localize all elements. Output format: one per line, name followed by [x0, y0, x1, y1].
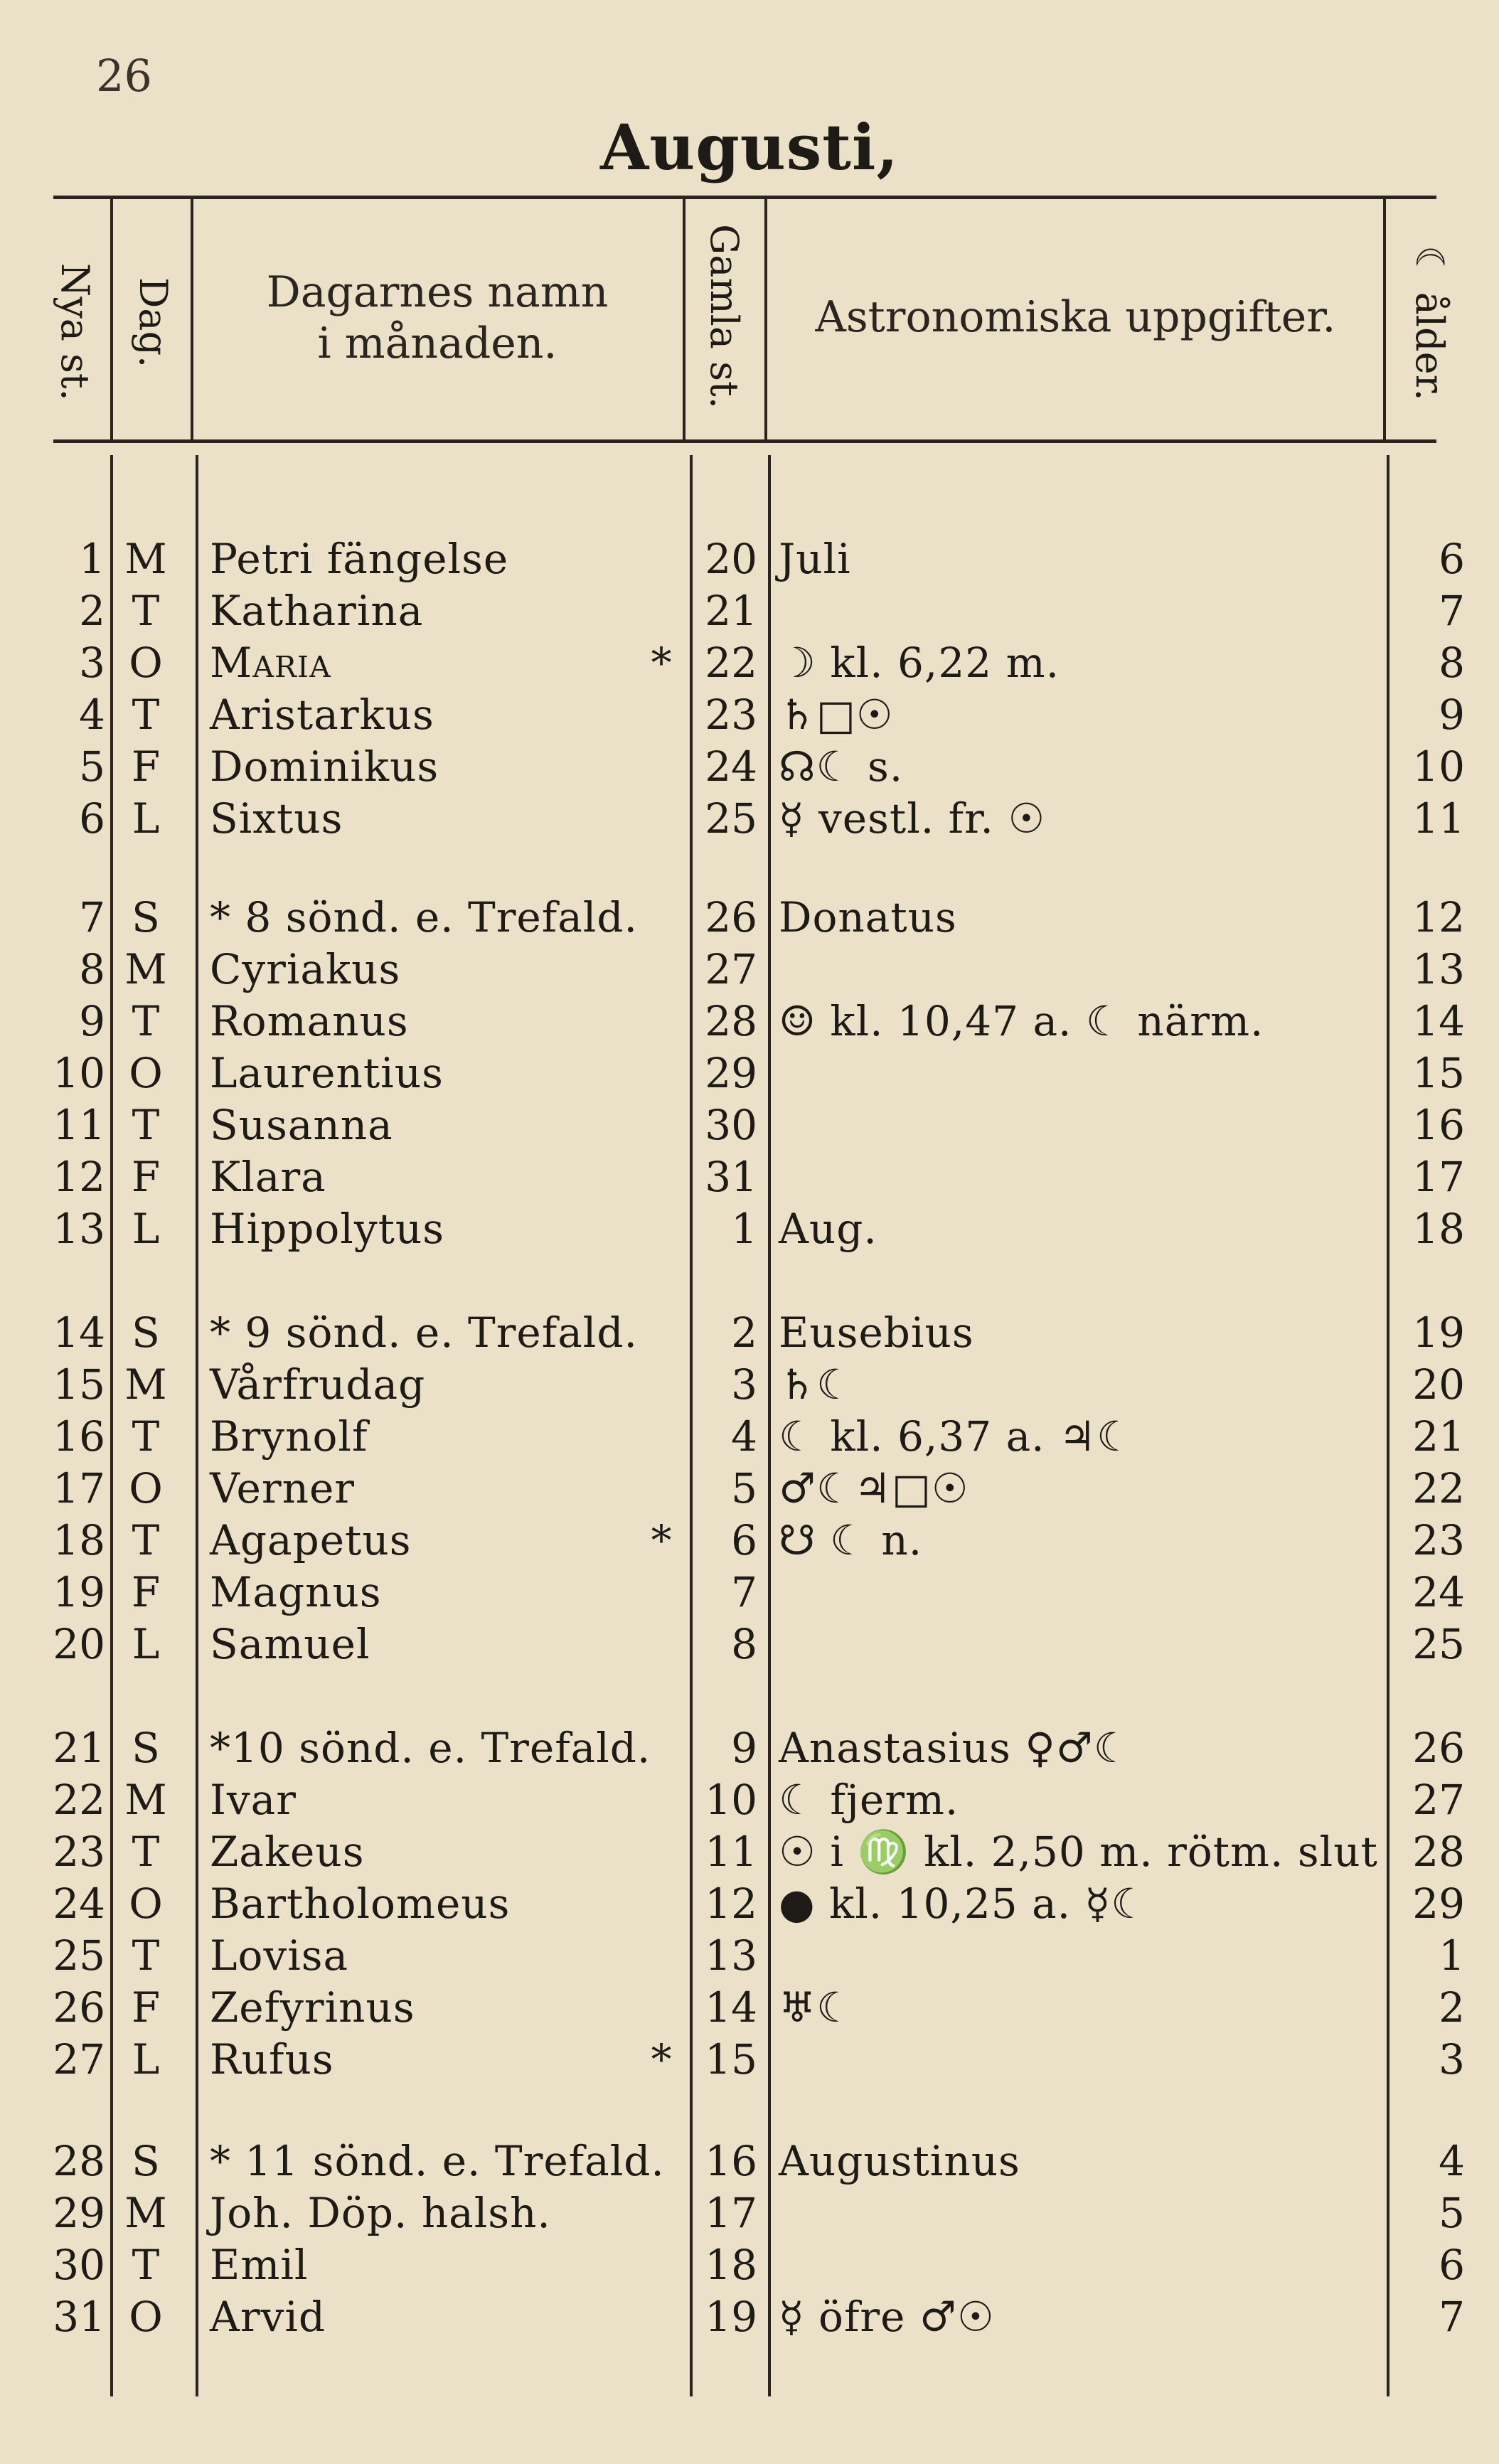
- table-row: [0, 2135, 1499, 2187]
- cell-age: 26: [1412, 1724, 1465, 1772]
- cell-dag: O: [129, 2293, 163, 2341]
- cell-age: 16: [1412, 1101, 1465, 1149]
- cell-age: 9: [1439, 690, 1465, 739]
- table-row: [0, 637, 1499, 689]
- cell-age: 21: [1412, 1412, 1465, 1461]
- cell-ns: 23: [53, 1828, 105, 1876]
- cell-astro: Juli: [779, 535, 851, 583]
- table-row: [0, 1047, 1499, 1099]
- cell-ns: 6: [79, 794, 105, 843]
- header-gamla-st: Gamla st.: [702, 224, 747, 409]
- table-row: [0, 2239, 1499, 2291]
- cell-age: 23: [1412, 1516, 1465, 1564]
- header-name-line1: Dagarnes namn: [266, 267, 609, 317]
- cell-ns: 13: [53, 1205, 105, 1253]
- cell-age: 2: [1439, 1983, 1465, 2032]
- cell-dag: O: [129, 1879, 163, 1928]
- cell-ns: 15: [53, 1360, 105, 1409]
- cell-dag: T: [132, 1101, 160, 1149]
- cell-ns: 12: [53, 1153, 105, 1201]
- cell-gs: 9: [731, 1724, 757, 1772]
- cell-age: 10: [1412, 742, 1465, 791]
- cell-ns: 30: [53, 2241, 105, 2289]
- cell-gs: 2: [731, 1308, 757, 1357]
- cell-astro: ☾ kl. 6,37 a. ♃☾: [779, 1412, 1135, 1461]
- header-name-line2: i månaden.: [317, 319, 558, 368]
- cell-dag: T: [132, 587, 160, 635]
- cell-gs: 18: [705, 2241, 757, 2289]
- cell-name: Brynolf: [210, 1412, 368, 1461]
- header-bottom-rule: [53, 439, 1436, 443]
- cell-dag: T: [132, 997, 160, 1045]
- cell-ns: 11: [53, 1101, 105, 1149]
- cell-name: Klara: [210, 1153, 326, 1201]
- cell-age: 13: [1412, 945, 1465, 993]
- header-name: [196, 267, 679, 369]
- table-row: [0, 1722, 1499, 1774]
- cell-gs: 12: [705, 1879, 757, 1928]
- table-row: [0, 1826, 1499, 1878]
- cell-age: 7: [1439, 587, 1465, 635]
- cell-gs: 29: [705, 1049, 757, 1097]
- cell-ns: 25: [53, 1931, 105, 1980]
- cell-ns: 22: [53, 1776, 105, 1824]
- cell-name: Ivar: [210, 1776, 297, 1824]
- table-row: [0, 1463, 1499, 1515]
- cell-astro: ☉ i ♍ kl. 2,50 m. rötm. slut: [779, 1828, 1378, 1876]
- cell-dag: T: [132, 1412, 160, 1461]
- cell-name: Agapetus: [210, 1516, 412, 1564]
- page-number: 26: [96, 50, 152, 102]
- table-row: [0, 689, 1499, 741]
- table-row: [0, 892, 1499, 944]
- cell-astro: Anastasius ♀♂☾: [779, 1724, 1131, 1772]
- cell-name: Samuel: [210, 1620, 370, 1668]
- cell-name: * 8 sönd. e. Trefald.: [210, 893, 638, 942]
- cell-name: Zefyrinus: [210, 1983, 415, 2032]
- table-row: [0, 741, 1499, 793]
- cell-astro: ☾ fjerm.: [779, 1776, 959, 1824]
- cell-astro: ☿ öfre ♂☉: [779, 2293, 995, 2341]
- cell-dag: F: [131, 1568, 161, 1616]
- cell-name: Cyriakus: [210, 945, 401, 993]
- cell-astro: ♅☾: [779, 1983, 854, 2032]
- cell-ns: 29: [53, 2189, 105, 2237]
- cell-gs: 31: [705, 1153, 757, 1201]
- table-row: [0, 1099, 1499, 1151]
- cell-star: *: [651, 1516, 672, 1564]
- cell-age: 3: [1439, 2035, 1465, 2084]
- cell-name: Aristarkus: [210, 690, 434, 739]
- cell-dag: O: [129, 1049, 163, 1097]
- cell-name: Lovisa: [210, 1931, 349, 1980]
- cell-name: Rufus: [210, 2035, 334, 2084]
- cell-name: Katharina: [210, 587, 424, 635]
- table-row: [0, 996, 1499, 1047]
- cell-gs: 16: [705, 2137, 757, 2185]
- cell-age: 17: [1412, 1153, 1465, 1201]
- cell-age: 7: [1439, 2293, 1465, 2341]
- cell-gs: 25: [705, 794, 757, 843]
- cell-age: 24: [1412, 1568, 1465, 1616]
- cell-gs: 14: [705, 1983, 757, 2032]
- cell-gs: 3: [731, 1360, 757, 1409]
- table-row: [0, 1203, 1499, 1255]
- cell-gs: 20: [705, 535, 757, 583]
- cell-name: Bartholomeus: [210, 1879, 511, 1928]
- cell-gs: 26: [705, 893, 757, 942]
- cell-astro: ● kl. 10,25 a. ☿☾: [779, 1879, 1149, 1928]
- cell-ns: 28: [53, 2137, 105, 2185]
- cell-name: * 11 sönd. e. Trefald.: [210, 2137, 665, 2185]
- table-row: [0, 1411, 1499, 1463]
- cell-astro: Donatus: [779, 893, 957, 942]
- cell-name: Joh. Döp. halsh.: [210, 2189, 551, 2237]
- cell-ns: 20: [53, 1620, 105, 1668]
- cell-gs: 10: [705, 1776, 757, 1824]
- cell-dag: M: [124, 535, 167, 583]
- cell-dag: S: [132, 2137, 160, 2185]
- cell-dag: F: [131, 742, 161, 791]
- col-rule-h1: [110, 199, 113, 439]
- table-row: [0, 1878, 1499, 1930]
- cell-name: Petri fängelse: [210, 535, 509, 583]
- cell-dag: F: [131, 1153, 161, 1201]
- cell-name: Zakeus: [210, 1828, 365, 1876]
- cell-ns: 4: [79, 690, 105, 739]
- cell-gs: 22: [705, 639, 757, 687]
- cell-ns: 2: [79, 587, 105, 635]
- cell-ns: 31: [53, 2293, 105, 2341]
- cell-astro: Aug.: [779, 1205, 877, 1253]
- cell-name: Dominikus: [210, 742, 439, 791]
- cell-dag: M: [124, 1776, 167, 1824]
- cell-dag: T: [132, 1931, 160, 1980]
- cell-gs: 7: [731, 1568, 757, 1616]
- table-row: [0, 1982, 1499, 2034]
- table-row: [0, 533, 1499, 585]
- cell-age: 6: [1439, 535, 1465, 583]
- cell-gs: 23: [705, 690, 757, 739]
- cell-gs: 1: [731, 1205, 757, 1253]
- cell-name: Verner: [210, 1464, 356, 1513]
- cell-dag: T: [132, 1828, 160, 1876]
- cell-age: 19: [1412, 1308, 1465, 1357]
- cell-ns: 7: [79, 893, 105, 942]
- cell-gs: 21: [705, 587, 757, 635]
- cell-age: 11: [1412, 794, 1465, 843]
- cell-dag: O: [129, 639, 163, 687]
- cell-astro: Augustinus: [779, 2137, 1020, 2185]
- cell-astro: ♄☾: [779, 1360, 854, 1409]
- cell-age: 6: [1439, 2241, 1465, 2289]
- table-row: [0, 1618, 1499, 1670]
- cell-dag: L: [132, 1205, 160, 1253]
- cell-age: 1: [1439, 1931, 1465, 1980]
- cell-age: 28: [1412, 1828, 1465, 1876]
- cell-name: *10 sönd. e. Trefald.: [210, 1724, 651, 1772]
- cell-dag: S: [132, 893, 160, 942]
- table-row: [0, 944, 1499, 996]
- cell-gs: 19: [705, 2293, 757, 2341]
- cell-dag: T: [132, 1516, 160, 1564]
- table-row: [0, 1774, 1499, 1826]
- cell-age: 22: [1412, 1464, 1465, 1513]
- cell-name: Susanna: [210, 1101, 393, 1149]
- cell-gs: 17: [705, 2189, 757, 2237]
- cell-ns: 3: [79, 639, 105, 687]
- col-rule-h5: [1383, 199, 1386, 439]
- cell-age: 15: [1412, 1049, 1465, 1097]
- cell-ns: 18: [53, 1516, 105, 1564]
- cell-ns: 5: [79, 742, 105, 791]
- cell-gs: 8: [731, 1620, 757, 1668]
- cell-ns: 10: [53, 1049, 105, 1097]
- cell-gs: 13: [705, 1931, 757, 1980]
- cell-name: Hippolytus: [210, 1205, 445, 1253]
- cell-gs: 5: [731, 1464, 757, 1513]
- col-rule-h4: [764, 199, 767, 439]
- cell-name: Arvid: [210, 2293, 326, 2341]
- table-row: [0, 1567, 1499, 1618]
- table-row: [0, 793, 1499, 845]
- cell-gs: 28: [705, 997, 757, 1045]
- table-row: [0, 585, 1499, 637]
- cell-name: Maria: [210, 639, 331, 687]
- cell-ns: 27: [53, 2035, 105, 2084]
- table-row: [0, 1930, 1499, 1982]
- cell-gs: 6: [731, 1516, 757, 1564]
- cell-age: 20: [1412, 1360, 1465, 1409]
- cell-ns: 8: [79, 945, 105, 993]
- cell-dag: M: [124, 2189, 167, 2237]
- cell-dag: F: [131, 1983, 161, 2032]
- table-row: [0, 2187, 1499, 2239]
- cell-gs: 15: [705, 2035, 757, 2084]
- table-row: [0, 2034, 1499, 2086]
- cell-gs: 24: [705, 742, 757, 791]
- cell-ns: 1: [79, 535, 105, 583]
- cell-name: Emil: [210, 2241, 309, 2289]
- cell-astro: ☽ kl. 6,22 m.: [779, 639, 1060, 687]
- cell-astro: ♄□☉: [779, 690, 894, 739]
- cell-dag: S: [132, 1308, 160, 1357]
- cell-astro: ☊☾ s.: [779, 742, 904, 791]
- cell-astro: ☺ kl. 10,47 a. ☾ närm.: [779, 997, 1264, 1045]
- cell-ns: 26: [53, 1983, 105, 2032]
- header-dag: Dag.: [131, 277, 176, 368]
- cell-ns: 21: [53, 1724, 105, 1772]
- month-title: Augusti,: [599, 110, 900, 184]
- header-alder: ☾ ålder.: [1407, 245, 1452, 401]
- cell-name: Vårfrudag: [210, 1360, 426, 1409]
- cell-astro: ☿ vestl. fr. ☉: [779, 794, 1046, 843]
- cell-age: 25: [1412, 1620, 1465, 1668]
- cell-astro: ☋ ☾ n.: [779, 1516, 923, 1564]
- table-row: [0, 1515, 1499, 1567]
- header-astro: Astronomiska uppgifter.: [815, 292, 1336, 342]
- cell-age: 27: [1412, 1776, 1465, 1824]
- cell-ns: 19: [53, 1568, 105, 1616]
- cell-star: *: [651, 2035, 672, 2084]
- cell-dag: S: [132, 1724, 160, 1772]
- table-row: [0, 2291, 1499, 2343]
- cell-gs: 30: [705, 1101, 757, 1149]
- cell-age: 8: [1439, 639, 1465, 687]
- cell-ns: 17: [53, 1464, 105, 1513]
- cell-dag: M: [124, 945, 167, 993]
- header-top-rule: [53, 196, 1436, 199]
- cell-gs: 27: [705, 945, 757, 993]
- cell-name: Sixtus: [210, 794, 343, 843]
- cell-dag: T: [132, 690, 160, 739]
- table-row: [0, 1307, 1499, 1359]
- cell-dag: L: [132, 2035, 160, 2084]
- cell-gs: 4: [731, 1412, 757, 1461]
- header-nya-st: Nya st.: [53, 263, 97, 401]
- cell-name: Magnus: [210, 1568, 382, 1616]
- cell-name: * 9 sönd. e. Trefald.: [210, 1308, 638, 1357]
- cell-astro: Eusebius: [779, 1308, 974, 1357]
- col-rule-h2: [191, 199, 193, 439]
- cell-gs: 11: [705, 1828, 757, 1876]
- cell-dag: L: [132, 794, 160, 843]
- cell-ns: 16: [53, 1412, 105, 1461]
- col-rule-h3: [683, 199, 686, 439]
- cell-age: 12: [1412, 893, 1465, 942]
- cell-name: Romanus: [210, 997, 409, 1045]
- cell-astro: ♂☾♃□☉: [779, 1464, 969, 1513]
- cell-age: 14: [1412, 997, 1465, 1045]
- table-row: [0, 1151, 1499, 1203]
- cell-name: Laurentius: [210, 1049, 444, 1097]
- cell-dag: L: [132, 1620, 160, 1668]
- cell-age: 18: [1412, 1205, 1465, 1253]
- cell-age: 4: [1439, 2137, 1465, 2185]
- cell-age: 29: [1412, 1879, 1465, 1928]
- cell-age: 5: [1439, 2189, 1465, 2237]
- cell-dag: O: [129, 1464, 163, 1513]
- cell-dag: M: [124, 1360, 167, 1409]
- cell-dag: T: [132, 2241, 160, 2289]
- table-row: [0, 1359, 1499, 1411]
- cell-ns: 24: [53, 1879, 105, 1928]
- cell-ns: 14: [53, 1308, 105, 1357]
- cell-ns: 9: [79, 997, 105, 1045]
- cell-star: *: [651, 639, 672, 687]
